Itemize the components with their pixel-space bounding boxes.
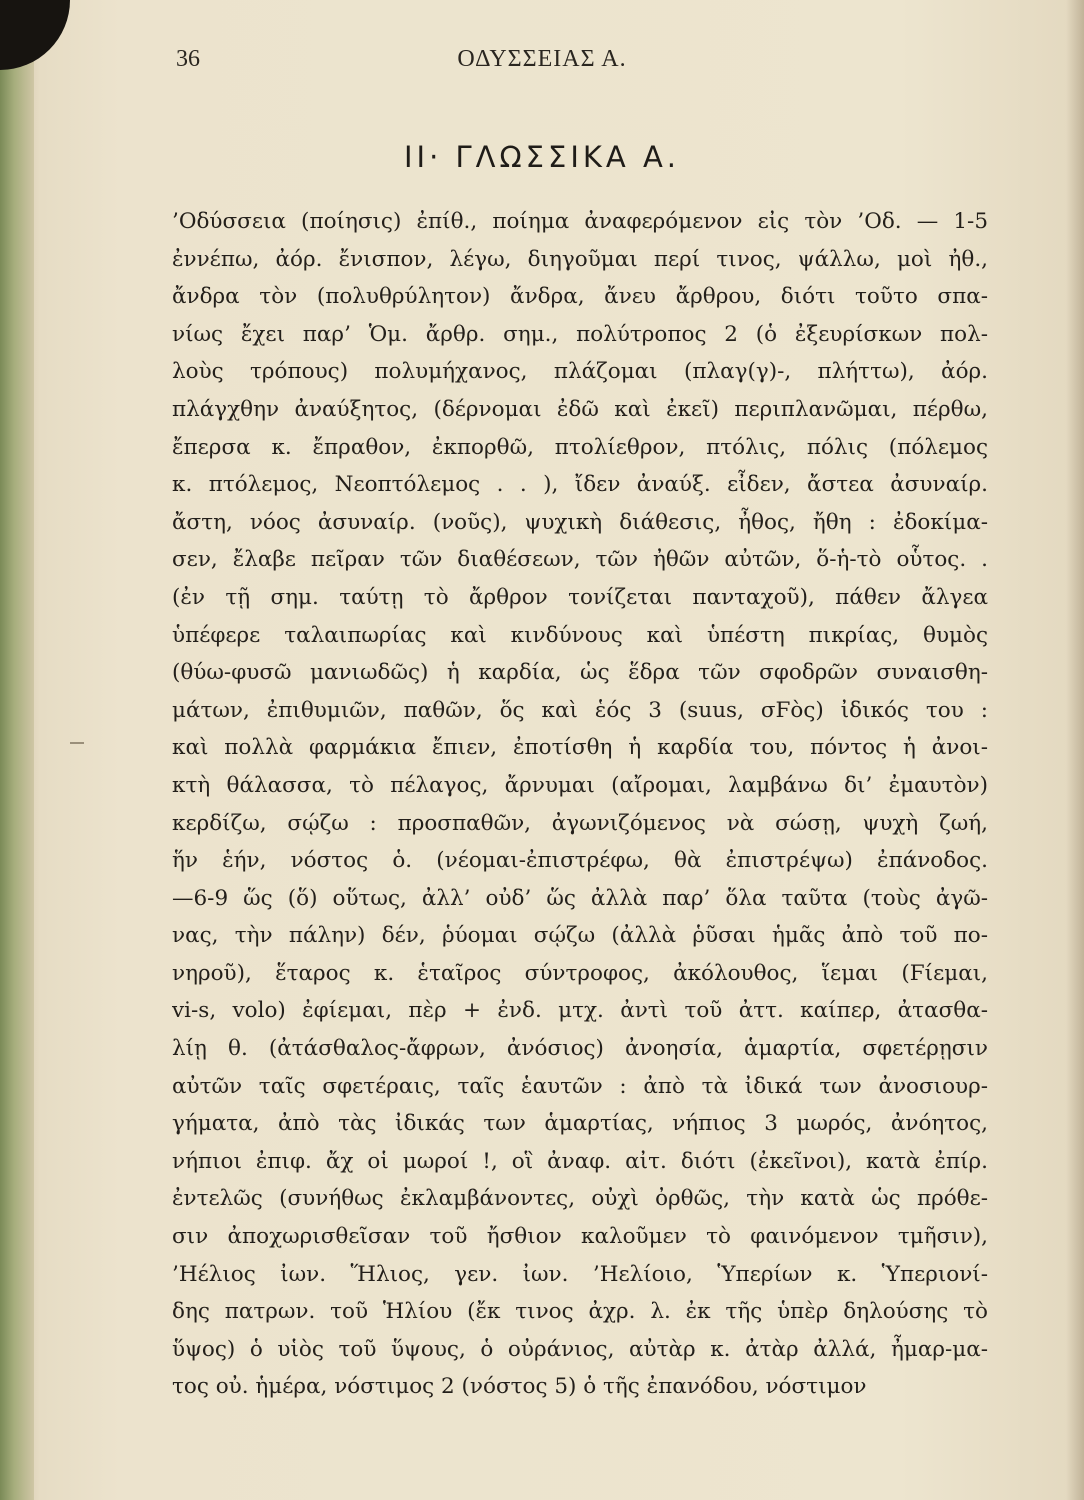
text-line: ἔπερσα κ. ἔπραθον, ἐκπορθῶ, πτολίεθρον, πτόλις, πόλις (πόλεμος xyxy=(172,434,988,460)
text-line: ’Οδύσσεια (ποίησις) ἐπίθ., ποίημα ἀναφερόμενον εἰς τὸν ’Οδ. — 1-5 xyxy=(172,209,988,234)
text-line: (θύω-φυσῶ μανιωδῶς) ἡ καρδία, ὡς ἕδρα τῶν σφοδρῶν συναισθη- xyxy=(172,660,988,686)
text-line: ἐντελῶς (συνήθως ἐκλαμβάνοντες, οὐχὶ ὀρθῶς, τὴν κατὰ ὡς πρόθε- xyxy=(172,1186,988,1212)
text-line: σιν ἀποχωρισθεῖσαν τοῦ ἤσθιον καλοῦμεν τὸ φαινόμενον τμῆσιν), xyxy=(172,1224,988,1250)
text-line: ἄστη, νόος ἀσυναίρ. (νοῦς), ψυχικὴ διάθεσις, ἦθος, ἤθη : ἐδοκίμα- xyxy=(172,509,988,535)
text-line: νίως ἔχει παρ’ Ὁμ. ἄρθρ. σημ., πολύτροπος 2 (ὁ ἐξευρίσκων πολ- xyxy=(172,321,988,347)
section-title: ΙΙ· ΓΛΩΣΣΙΚΑ Α. xyxy=(403,140,681,174)
text-line: σεν, ἔλαβε πεῖραν τῶν διαθέσεων, τῶν ἠθῶν αὐτῶν, ὅ-ἡ-τὸ οὗτος. . xyxy=(172,547,988,573)
page-edge-shadow xyxy=(1066,0,1084,1500)
running-head-title: ΟΔΥΣΣΕΙΑΣ Α. xyxy=(457,46,627,72)
text-line: ἥν ἑήν, νόστος ὁ. (νέομαι-ἐπιστρέφω, θὰ ἐπιστρέψω) ἐπάνοδος. xyxy=(172,848,988,874)
text-line: ὕψος) ὁ υἱὸς τοῦ ὕψους, ὁ οὐράνιος, αὐτὰρ κ. ἀτὰρ ἀλλά, ἦμαρ-μα- xyxy=(172,1336,988,1362)
text-line: ὑπέφερε ταλαιπωρίας καὶ κινδύνους καὶ ὑπέστη πικρίας, θυμὸς xyxy=(172,622,988,648)
text-line: νηροῦ), ἕταρος κ. ἑταῖρος σύντροφος, ἀκόλουθος, ἵεμαι (Ϝίεμαι, xyxy=(172,960,988,986)
text-line: πλάγχθην ἀναύξητος, (δέρνομαι ἐδῶ καὶ ἐκεῖ) περιπλανῶμαι, πέρθω, xyxy=(172,396,988,422)
text-line: καὶ πολλὰ φαρμάκια ἔπιεν, ἐποτίσθη ἡ καρδία του, πόντος ἡ ἀνοι- xyxy=(172,735,988,761)
text-line: γήματα, ἀπὸ τὰς ἰδικάς των ἁμαρτίας, νήπιος 3 μωρός, ἀνόητος, xyxy=(172,1111,988,1137)
text-line: δης πατρων. τοῦ Ἡλίου (ἔκ τινος ἀχρ. λ. ἐκ τῆς ὑπὲρ δηλούσης τὸ xyxy=(172,1299,988,1325)
text-line: νας, τὴν πάλην) δέν, ῥύομαι σῴζω (ἀλλὰ ῥῦσαι ἡμᾶς ἀπὸ τοῦ πο- xyxy=(172,923,988,949)
glossary-text xyxy=(172,203,988,1406)
text-line: ἐννέπω, ἀόρ. ἔνισπον, λέγω, διηγοῦμαι περί τινος, ψάλλω, μοὶ ἠθ., xyxy=(172,246,988,272)
text-line: λοὺς τρόπους) πολυμήχανος, πλάζομαι (πλαγ(γ)-, πλήττω), ἀόρ. xyxy=(172,359,988,385)
text-line: κ. πτόλεμος, Νεοπτόλεμος . . ), ἴδεν ἀναύξ. εἶδεν, ἄστεα ἀσυναίρ. xyxy=(172,472,988,498)
text-line: —6-9 ὥς (ὅ) οὕτως, ἀλλ’ οὐδ’ ὥς ἀλλὰ παρ’ ὅλα ταῦτα (τοὺς ἀγῶ- xyxy=(172,885,988,911)
text-line: ἄνδρα τὸν (πολυθρύλητον) ἄνδρα, ἄνευ ἄρθρου, διότι τοῦτο σπα- xyxy=(172,284,988,310)
margin-mark xyxy=(70,742,84,744)
text-line: κερδίζω, σῴζω : προσπαθῶν, ἀγωνιζόμενος νὰ σώσῃ, ψυχὴ ζωή, xyxy=(172,810,988,836)
text-line: κτὴ θάλασσα, τὸ πέλαγος, ἄρνυμαι (αἴρομαι, λαμβάνω δι’ ἐμαυτὸν) xyxy=(172,772,988,798)
running-head xyxy=(0,46,1084,80)
text-line: (ἐν τῇ σημ. ταύτῃ τὸ ἄρθρον τονίζεται πανταχοῦ), πάθεν ἄλγεα xyxy=(172,584,988,610)
text-line: νήπιοι ἐπιφ. ἄχ οἱ μωροί !, οἳ ἀναφ. αἰτ. διότι (ἐκεῖνοι), κατὰ ἐπίρ. xyxy=(172,1148,988,1174)
text-line: αὐτῶν ταῖς σφετέραις, ταῖς ἑαυτῶν : ἀπὸ τὰ ἰδικά των ἀνοσιουρ- xyxy=(172,1073,988,1099)
text-line: vi-s, volo) ἐφίεμαι, πὲρ + ἐνδ. μτχ. ἀντὶ τοῦ ἀττ. καίπερ, ἀτασθα- xyxy=(172,998,988,1024)
text-line: λίῃ θ. (ἀτάσθαλος-ἄφρων, ἀνόσιος) ἀνοησία, ἁμαρτία, σφετέρῃσιν xyxy=(172,1036,988,1062)
text-line: μάτων, ἐπιθυμιῶν, παθῶν, ὅς καὶ ἑός 3 (suus, σϜὸς) ἰδικός του : xyxy=(172,697,988,723)
page-number: 36 xyxy=(176,46,200,72)
text-line: ’Ηέλιος ἰων. Ἥλιος, γεν. ἰων. ’Ηελίοιο, Ὑπερίων κ. Ὑπεριονί- xyxy=(172,1261,988,1287)
text-line: τος οὐ. ἡμέρα, νόστιμος 2 (νόστος 5) ὁ τῆς ἐπανόδου, νόστιμον xyxy=(172,1374,867,1400)
book-binding xyxy=(0,0,34,1500)
